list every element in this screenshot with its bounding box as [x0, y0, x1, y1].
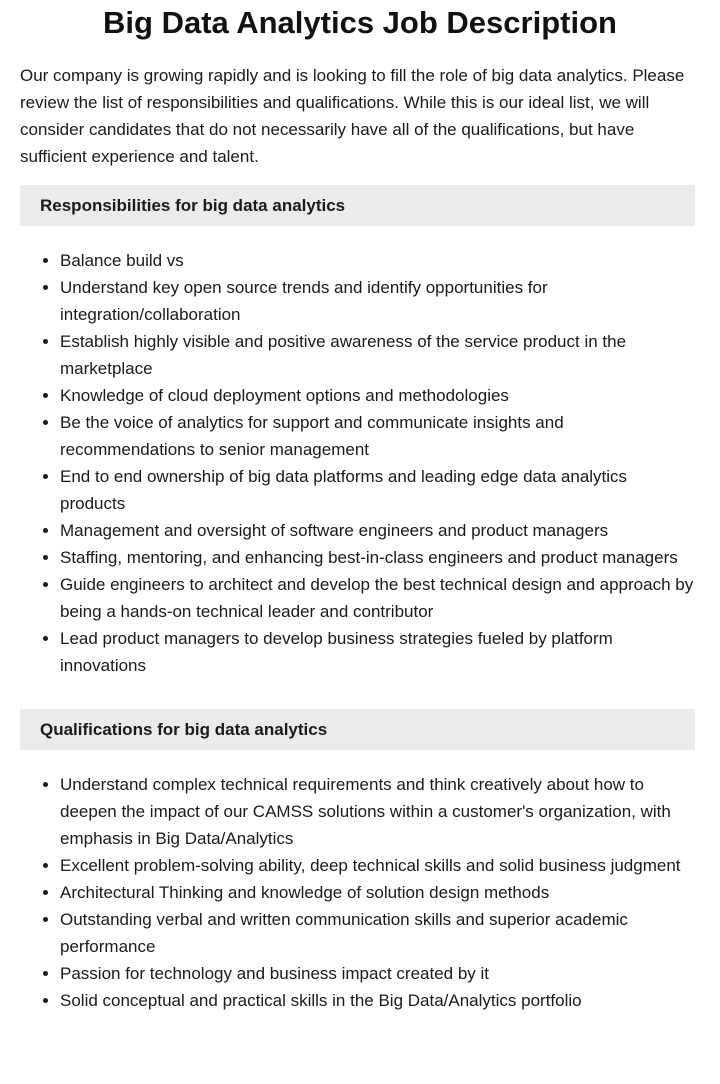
list-item: • End to end ownership of big data platforms and leading edge data analytics products [60, 463, 695, 517]
list-item: • Lead product managers to develop business strategies fueled by platform innovations [60, 625, 695, 679]
list-item: • Passion for technology and business impact created by it [60, 960, 695, 987]
list-item: • Understand complex technical requirements and think creatively about how to deepen the impact of our CAMSS solutions within a customer's organization, with emphasis in Big Data/Analytics [60, 771, 695, 852]
list-item: • Management and oversight of software engineers and product managers [60, 517, 695, 544]
list-item: • Establish highly visible and positive awareness of the service product in the marketplace [60, 328, 695, 382]
list-item: • Be the voice of analytics for support and communicate insights and recommendations to senior management [60, 409, 695, 463]
list-item: • Understand key open source trends and identify opportunities for integration/collaboration [60, 274, 695, 328]
list-item: • Balance build vs [60, 247, 695, 274]
qualifications-heading: Qualifications for big data analytics [20, 709, 695, 750]
qualifications-list [20, 771, 695, 1014]
responsibilities-heading: Responsibilities for big data analytics [20, 185, 695, 226]
list-item: • Guide engineers to architect and develop the best technical design and approach by being a hands-on technical leader and contributor [60, 571, 695, 625]
list-item: • Architectural Thinking and knowledge of solution design methods [60, 879, 695, 906]
responsibilities-list [20, 247, 695, 679]
list-item: • Knowledge of cloud deployment options and methodologies [60, 382, 695, 409]
list-item: • Solid conceptual and practical skills in the Big Data/Analytics portfolio [60, 987, 695, 1014]
intro-paragraph: Our company is growing rapidly and is looking to fill the role of big data analytics. Please review the list of responsibilities and qualifications. While this is our ideal list, we will consider candidates that do not necessarily have all of the qualifications, but have sufficient experience and talent. [20, 66, 685, 166]
list-item: • Outstanding verbal and written communication skills and superior academic performance [60, 906, 695, 960]
page-title: Big Data Analytics Job Description [103, 5, 617, 40]
list-item: • Staffing, mentoring, and enhancing best-in-class engineers and product managers [60, 544, 695, 571]
list-item: • Excellent problem-solving ability, deep technical skills and solid business judgment [60, 852, 695, 879]
